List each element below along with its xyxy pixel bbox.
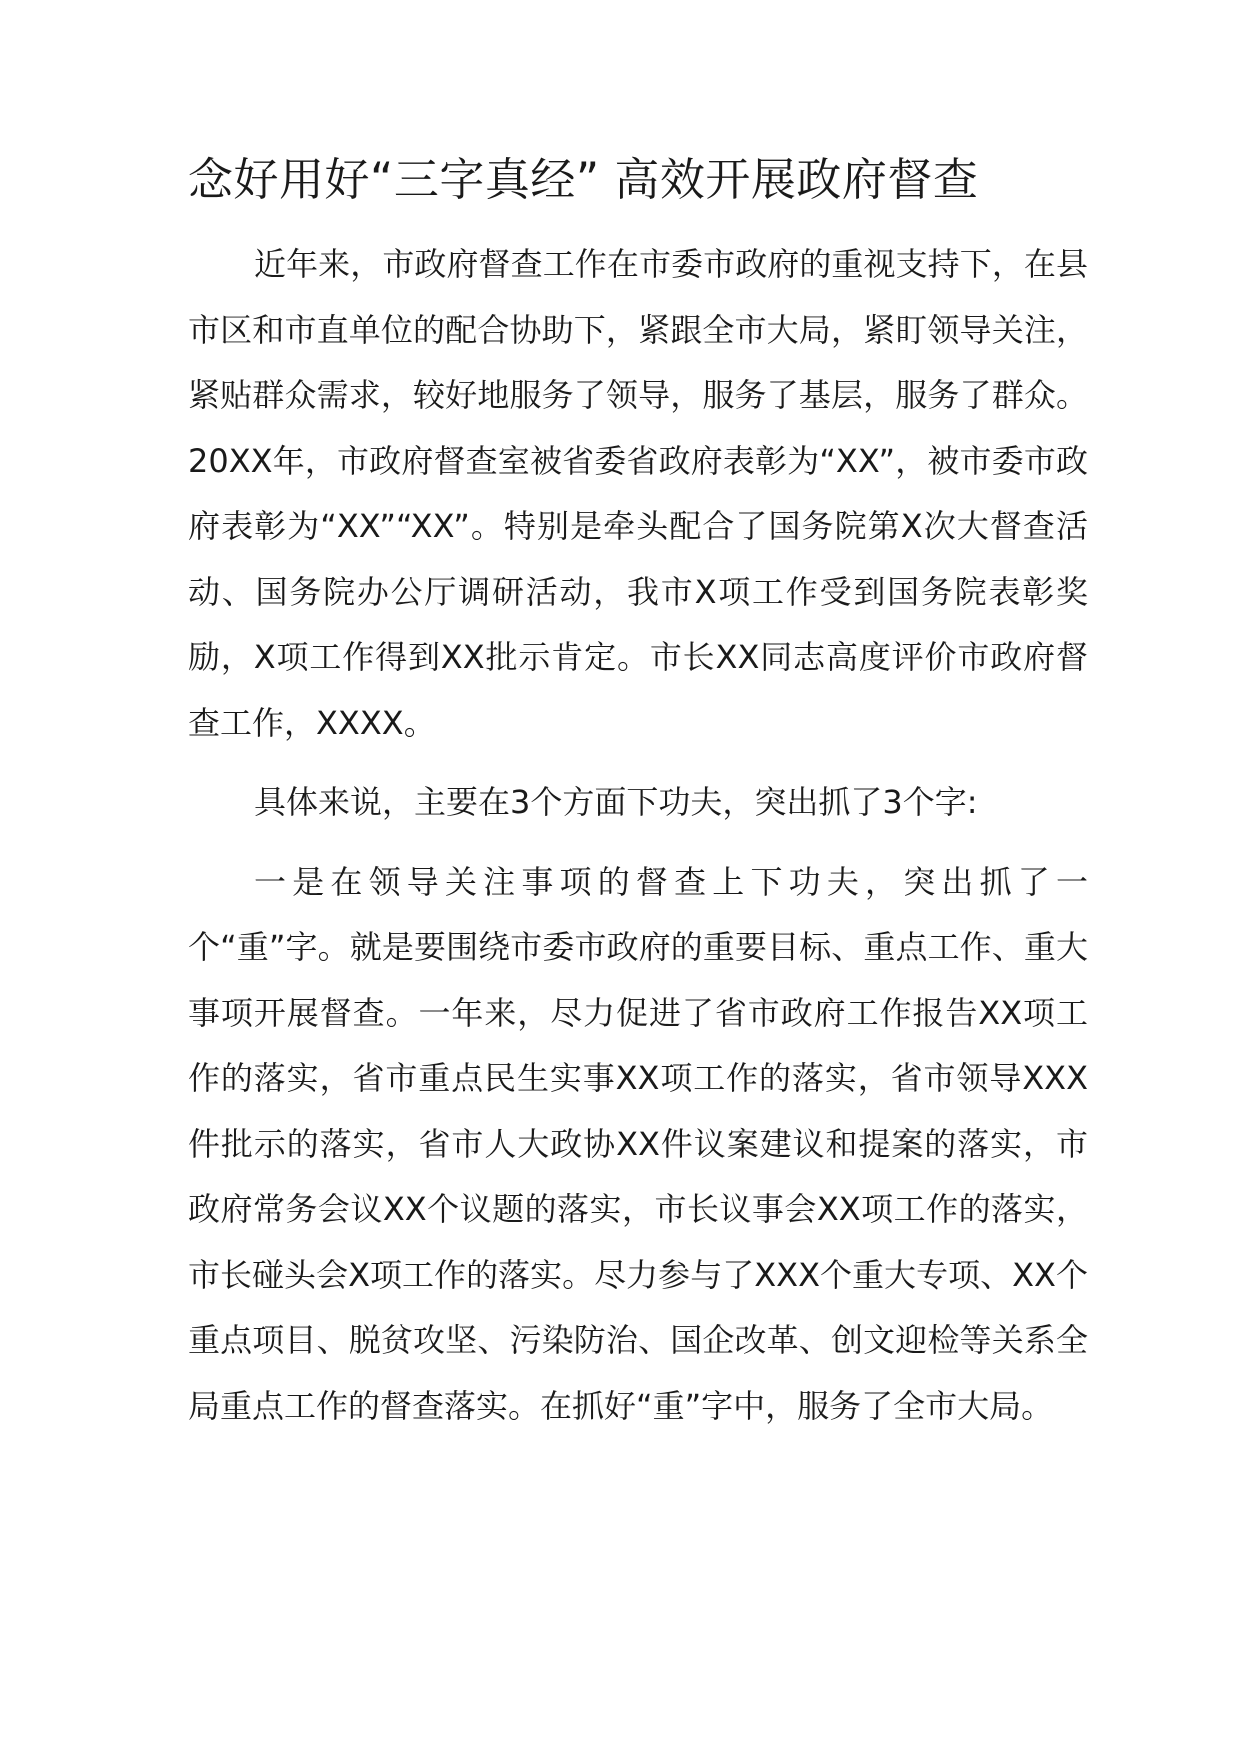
paragraph-summary: 具体来说，主要在3个方面下功夫，突出抓了3个字: xyxy=(254,783,978,821)
document-title: 念好用好“三字真经” 高效开展政府督查 xyxy=(188,153,979,206)
paragraph-point-one: 一是在领导关注事项的督查上下功夫，突出抓了一个“重”字。就是要围绕市委市政府的重要目标、重点工作、重大事项开展督查。一年来，尽力促进了省市政府工作报告XX项工作的落实，省市重点民生实事XX项工作的落实，省市领导XXX件批示的落实，省市人大政协XX件议案建议和提案的落实，市政府常务会议XX个议题的落实，市长议事会XX项工作的落实，市长碰头会X项工作的落实。尽力参与了XXX个重大专项、XX个重点项目、脱贫攻坚、污染防治、国企改革、创文迎检等关系全局重点工作的督查落实。在抓好“重”字中，服务了全市大局。 xyxy=(188,862,1088,1425)
document-page xyxy=(188,150,1088,1439)
paragraph-intro: 近年来，市政府督查工作在市委市政府的重视支持下，在县市区和市直单位的配合协助下，紧跟全市大局，紧盯领导关注，紧贴群众需求，较好地服务了领导，服务了基层，服务了群众。20XX年，市政府督查室被省委省政府表彰为“XX”，被市委市政府表彰为“XX”“XX”。特别是牵头配合了国务院第X次大督查活动、国务院办公厅调研活动，我市X项工作受到国务院表彰奖励，X项工作得到XX批示肯定。市长XX同志高度评价市政府督查工作，XXXX。 xyxy=(188,245,1088,742)
